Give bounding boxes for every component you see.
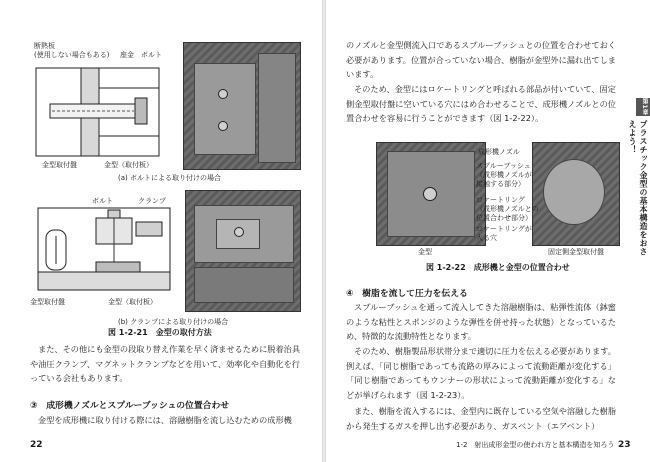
section-3-heading: ③ 成形機ノズルとスプルーブッシュの位置合わせ [30,401,230,411]
right-paragraph-4-text: そのため、樹脂製品形状帯分まで適切に圧力を伝える必要があります。例えば、「同じ樹脂であっても流路の厚みによって流動距離が変化する」「同じ樹脂であってもウンナーの形状によって流動距離が変化する」などが挙げられます（図 1-2-23）。 [346,346,616,400]
mold-plate-label-b: 金型（取付板） [108,298,157,306]
left-page-number: 22 [30,440,43,450]
left-paragraph-2 [30,413,300,428]
fig-b-caption: (b) クランプによる取り付けの場合 [118,318,229,326]
bolt-mount-photo [183,42,301,170]
seat-label: 座金 [120,51,134,59]
locate-ring-label: ロケートリング （成形機ノズルとの 位置合わせ部分） [476,196,539,222]
fixed-plate-label: 固定側金型取付盤 [548,248,604,256]
left-paragraph-1 [30,342,300,386]
fig-a-caption: (a) ボルトによる取り付けの場合 [118,174,221,182]
right-paragraph-5-text: また、樹脂を流入するには、金型内に既存している空気や溶融した樹脂から発生するガスを押し出す必要があり、ガスベント（エアベント） [346,406,617,431]
right-paragraph-2 [346,82,616,126]
bolt-mount-diagram [30,58,175,166]
insulation-note-label: (使用しない場合もある) [34,51,110,59]
mold-label: 金型 [418,248,432,256]
clamp-mount-photo [185,190,301,312]
clamp-label: クランプ [138,197,166,205]
right-page [326,0,650,462]
sprue-label: スプルーブッシュ （成形機ノズルが 接触する部分） [476,162,532,188]
right-page-number: 23 [618,440,631,450]
bolt-label-a: ボルト [141,51,162,59]
right-paragraph-3-text: スプルーブッシュを通って流入してきた溶融樹脂は、粘弾性流体（鉢蜜のような粘性とスポンジのような弾性を併せ持った状態）となっているため、特徴的な流動特性となります。 [346,302,616,341]
running-footer: 1-2 射出成形金型の使われ方と基本構造を知ろう [456,441,615,449]
clamp-mount-diagram [32,200,180,300]
right-paragraph-4 [346,344,616,402]
chapter-tab [628,98,650,256]
left-paragraph-1-text: また、その他にも金型の段取り替え作業を早く済ませるために脱着治具や油圧クランプ、マグネットクランプなどを用いて、効率化や自動化を行っている会社もあります。 [30,344,301,383]
right-paragraph-3 [346,300,616,344]
left-page [0,0,322,462]
chapter-tab-number: 第1章 [641,98,648,116]
chapter-tab-title: プラスチック金型の基本構造をおさえよう！ [628,120,648,256]
bolt-label-b: ボルト [92,197,113,205]
right-paragraph-2-text: そのため、金型にはロケートリングと呼ばれる部品が付いていて、固定側金型取付盤に空いている穴にはめ合わせることで、成形機ノズルとの位置合わせを容易に行うことができます（図 1-2-22）。 [346,84,616,123]
right-paragraph-1-text: のノズルと金型側流入口であるスプルーブッシュとの位置を合わせておく必要があります。位置が合っていない場合、樹脂が金型外に漏れ出てしまいます。 [346,40,616,79]
nozzle-alignment-photo-left [376,142,486,246]
right-paragraph-5 [346,404,616,433]
figure-1-2-21-title: 図 1-2-21 金型の取付方法 [108,328,212,337]
left-paragraph-2-text: 金型を成形機に取り付ける際には、溶融樹脂を流し込むための成形機 [38,415,292,425]
nozzle-alignment-photo-right [532,142,620,246]
insulation-label: 断熱板 [34,42,55,50]
figure-1-2-22-title: 図 1-2-22 成形機と金型の位置合わせ [426,263,570,272]
nozzle-label: 成形機ノズル [478,148,520,156]
mount-plate-label-a: 金型取付盤 [42,161,77,169]
section-4-heading: ④ 樹脂を流して圧力を伝える [346,289,468,299]
mount-plate-label-b: 金型取付盤 [30,298,65,306]
locate-hole-label: ロケートリングが 入る穴 [476,225,532,242]
right-paragraph-1 [346,38,616,82]
mold-plate-label-a: 金型（取付板） [104,161,153,169]
